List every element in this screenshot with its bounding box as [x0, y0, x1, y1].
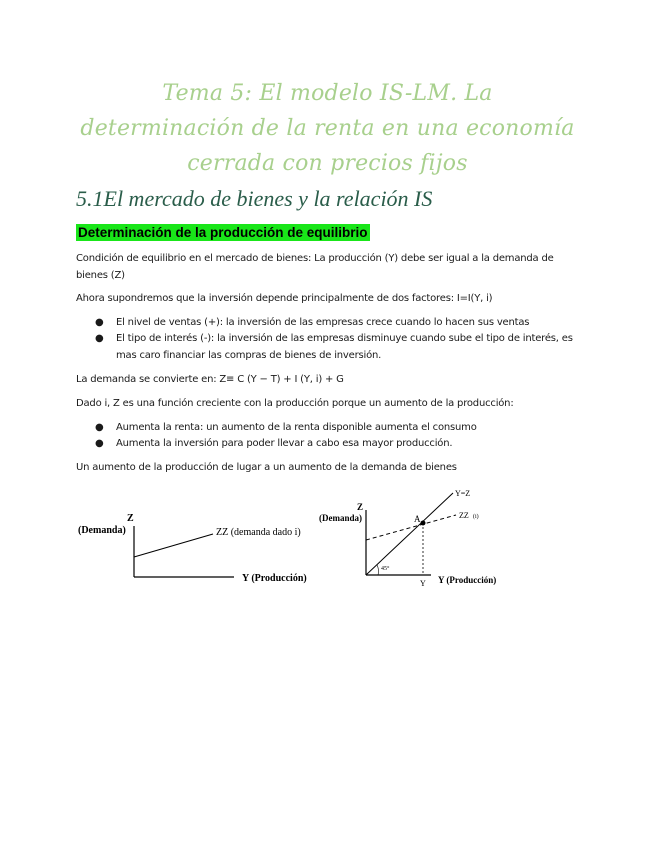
paragraph-conclusion: Un aumento de la producción de lugar a un aumento de la demanda de bienes — [76, 462, 457, 473]
graph1-y-label-demand: (Demanda) — [78, 525, 126, 536]
bullet-icon: ● — [95, 317, 104, 328]
section-heading: 5.1El mercado de bienes y la relación IS — [76, 186, 433, 211]
paragraph-line: Condición de equilibrio en el mercado de bienes: La producción (Y) debe ser igual a la demanda de — [76, 253, 554, 264]
title-line-2: determinación de la renta en una economía — [80, 116, 575, 141]
graph1-y-label: Z — [127, 513, 134, 524]
list-item-line: El tipo de interés (-): la inversión de las empresas disminuye cuando sube el tipo de interés, es — [116, 333, 573, 344]
graph2-zz-label: ZZ — [459, 511, 469, 520]
bullet-icon: ● — [95, 422, 104, 433]
graph2-zz-sub: (i) — [473, 514, 479, 520]
graph2-45-degree-line — [366, 493, 453, 575]
graph2-45-label: Y=Z — [455, 489, 471, 498]
graph2-zz-line — [366, 515, 456, 540]
list-item-text — [116, 330, 576, 364]
list-item-text: Aumenta la inversión para poder llevar a cabo esa mayor producción. — [116, 438, 453, 449]
paragraph-equilibrium — [76, 250, 554, 284]
paragraph-line: bienes (Z) — [76, 270, 125, 281]
paragraph-investment: Ahora supondremos que la inversión depende principalmente de dos factores: I=I(Y, i) — [76, 293, 493, 304]
bullet-icon: ● — [95, 438, 104, 449]
graph2-point-label: A — [414, 514, 421, 524]
graph2-angle-label: 45° — [381, 566, 390, 572]
graph1-x-label: Y (Producción) — [242, 573, 307, 584]
demand-graph — [76, 500, 326, 590]
graph2-x-tick: Y — [420, 579, 426, 588]
subsection-heading: Determinación de la producción de equilibrio — [78, 225, 368, 240]
equilibrium-graph — [316, 484, 576, 594]
graph2-y-label: Z — [357, 502, 364, 512]
paragraph-demand: La demanda se convierte en: Z≡ C (Y − T) + I (Y, i) + G — [76, 374, 344, 385]
page-title — [40, 76, 615, 181]
title-line-1: Tema 5: El modelo IS-LM. La — [162, 81, 493, 106]
graph1-zz-label: ZZ (demanda dado i) — [216, 527, 301, 538]
list-item-line: mas caro financiar las compras de bienes de inversión. — [116, 350, 382, 361]
bullet-icon: ● — [95, 333, 104, 344]
graph1-zz-line — [134, 534, 213, 557]
graph2-y-label-demand: (Demanda) — [319, 513, 362, 523]
list-item-text: Aumenta la renta: un aumento de la renta disponible aumenta el consumo — [116, 422, 477, 433]
graph2-angle-arc — [377, 565, 378, 575]
paragraph-increasing: Dado i, Z es una función creciente con la producción porque un aumento de la producción: — [76, 398, 514, 409]
list-item-text: El nivel de ventas (+): la inversión de las empresas crece cuando lo hacen sus ventas — [116, 317, 530, 328]
title-line-3: cerrada con precios fijos — [187, 151, 468, 176]
graph2-x-label: Y (Producción) — [438, 575, 497, 585]
